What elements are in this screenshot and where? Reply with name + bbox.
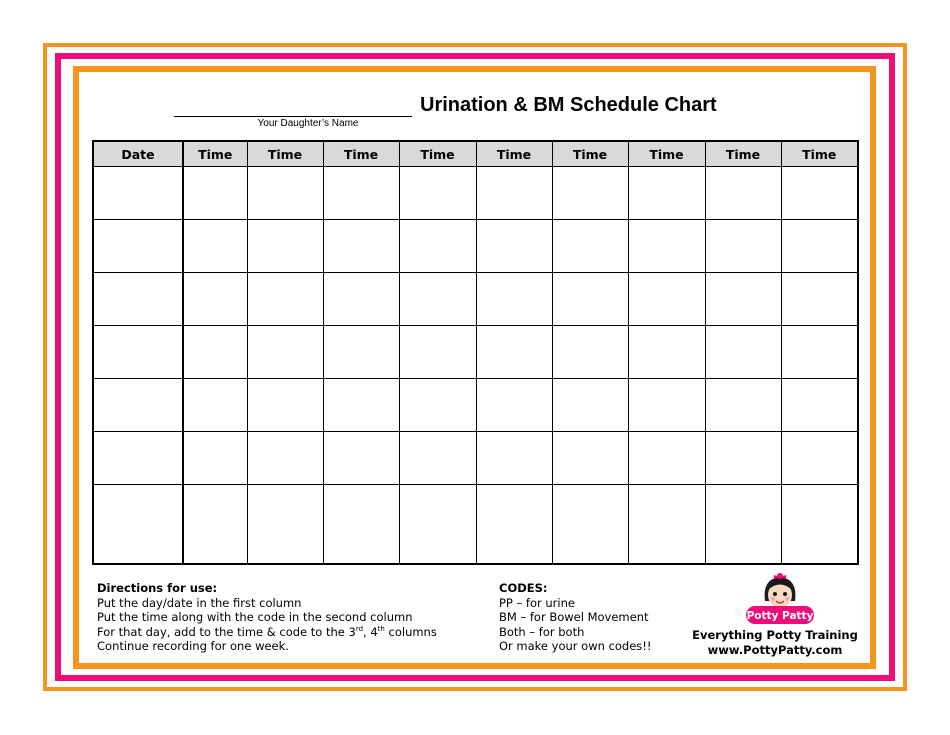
table-row — [93, 273, 858, 326]
date-cell[interactable] — [93, 167, 183, 220]
time-cell[interactable] — [781, 485, 858, 565]
time-cell[interactable] — [705, 220, 781, 273]
time-cell[interactable] — [323, 379, 399, 432]
time-cell[interactable] — [781, 167, 858, 220]
time-cell[interactable] — [399, 220, 476, 273]
directions-text: For that day, add to the time & code to the 3 — [97, 624, 356, 639]
time-cell[interactable] — [183, 326, 247, 379]
column-header-time: Time — [399, 141, 476, 167]
time-cell[interactable] — [247, 273, 323, 326]
time-cell[interactable] — [399, 485, 476, 565]
time-cell[interactable] — [399, 379, 476, 432]
time-cell[interactable] — [476, 220, 552, 273]
time-cell[interactable] — [628, 220, 705, 273]
column-header-time: Time — [781, 141, 858, 167]
time-cell[interactable] — [628, 432, 705, 485]
time-cell[interactable] — [323, 273, 399, 326]
table-header-row — [93, 141, 858, 167]
time-cell[interactable] — [183, 273, 247, 326]
table-row — [93, 485, 858, 565]
time-cell[interactable] — [705, 167, 781, 220]
time-cell[interactable] — [476, 167, 552, 220]
directions-line: Continue recording for one week. — [97, 639, 289, 653]
schedule-table — [92, 140, 859, 565]
time-cell[interactable] — [476, 485, 552, 565]
directions-line: Put the day/date in the first column — [97, 595, 302, 610]
time-cell[interactable] — [781, 432, 858, 485]
code-item: BM – for Bowel Movement — [499, 610, 649, 624]
time-cell[interactable] — [183, 432, 247, 485]
time-cell[interactable] — [247, 167, 323, 220]
column-header-time: Time — [552, 141, 628, 167]
time-cell[interactable] — [628, 273, 705, 326]
time-cell[interactable] — [183, 220, 247, 273]
time-cell[interactable] — [628, 326, 705, 379]
time-cell[interactable] — [323, 432, 399, 485]
time-cell[interactable] — [247, 432, 323, 485]
time-cell[interactable] — [781, 273, 858, 326]
time-cell[interactable] — [476, 326, 552, 379]
date-cell[interactable] — [93, 485, 183, 565]
time-cell[interactable] — [247, 485, 323, 565]
time-cell[interactable] — [781, 220, 858, 273]
table-row — [93, 167, 858, 220]
brand-block — [676, 628, 874, 657]
time-cell[interactable] — [705, 326, 781, 379]
time-cell[interactable] — [781, 379, 858, 432]
time-cell[interactable] — [399, 273, 476, 326]
logo-text: Potty Patty — [746, 610, 814, 622]
time-cell[interactable] — [552, 167, 628, 220]
column-header-time: Time — [628, 141, 705, 167]
table-row — [93, 379, 858, 432]
code-item: Or make your own codes!! — [499, 639, 652, 653]
time-cell[interactable] — [552, 485, 628, 565]
directions-line — [97, 625, 437, 640]
time-cell[interactable] — [781, 326, 858, 379]
time-cell[interactable] — [476, 379, 552, 432]
ordinal-suffix: th — [377, 624, 385, 633]
table-row — [93, 220, 858, 273]
time-cell[interactable] — [552, 273, 628, 326]
codes-heading: CODES: — [499, 581, 548, 595]
directions-text: , 4 — [363, 624, 378, 639]
directions-text: columns — [384, 624, 437, 639]
time-cell[interactable] — [476, 432, 552, 485]
time-cell[interactable] — [552, 379, 628, 432]
time-cell[interactable] — [183, 379, 247, 432]
time-cell[interactable] — [705, 432, 781, 485]
name-blank-line[interactable] — [174, 116, 412, 117]
time-cell[interactable] — [247, 379, 323, 432]
column-header-time: Time — [323, 141, 399, 167]
potty-patty-logo — [740, 573, 820, 625]
name-caption: Your Daughter’s Name — [257, 118, 359, 129]
column-header-time: Time — [476, 141, 552, 167]
code-item: PP – for urine — [499, 595, 575, 610]
date-cell[interactable] — [93, 379, 183, 432]
time-cell[interactable] — [323, 326, 399, 379]
brand-url[interactable]: www.PottyPatty.com — [707, 642, 843, 657]
time-cell[interactable] — [399, 326, 476, 379]
brand-tagline: Everything Potty Training — [692, 628, 858, 642]
date-cell[interactable] — [93, 273, 183, 326]
time-cell[interactable] — [705, 485, 781, 565]
page-title: Urination & BM Schedule Chart — [420, 94, 717, 116]
directions-heading: Directions for use: — [97, 581, 218, 595]
column-header-time: Time — [183, 141, 247, 167]
ordinal-suffix: rd — [355, 624, 364, 633]
time-cell[interactable] — [628, 485, 705, 565]
time-cell[interactable] — [183, 167, 247, 220]
column-header-time: Time — [247, 141, 323, 167]
date-cell[interactable] — [93, 326, 183, 379]
time-cell[interactable] — [628, 379, 705, 432]
column-header-time: Time — [705, 141, 781, 167]
time-cell[interactable] — [399, 167, 476, 220]
codes-block — [499, 581, 652, 654]
time-cell[interactable] — [247, 326, 323, 379]
time-cell[interactable] — [705, 273, 781, 326]
time-cell[interactable] — [552, 326, 628, 379]
time-cell[interactable] — [247, 220, 323, 273]
time-cell[interactable] — [323, 167, 399, 220]
time-cell[interactable] — [476, 273, 552, 326]
directions-block — [97, 581, 437, 654]
code-item: Both – for both — [499, 624, 585, 639]
column-header-date: Date — [93, 141, 183, 167]
time-cell[interactable] — [628, 167, 705, 220]
time-cell[interactable] — [552, 220, 628, 273]
table-row — [93, 432, 858, 485]
time-cell[interactable] — [399, 432, 476, 485]
time-cell[interactable] — [705, 379, 781, 432]
directions-line: Put the time along with the code in the second column — [97, 610, 413, 624]
date-cell[interactable] — [93, 220, 183, 273]
time-cell[interactable] — [323, 485, 399, 565]
table-row — [93, 326, 858, 379]
date-cell[interactable] — [93, 432, 183, 485]
time-cell[interactable] — [323, 220, 399, 273]
time-cell[interactable] — [183, 485, 247, 565]
time-cell[interactable] — [552, 432, 628, 485]
